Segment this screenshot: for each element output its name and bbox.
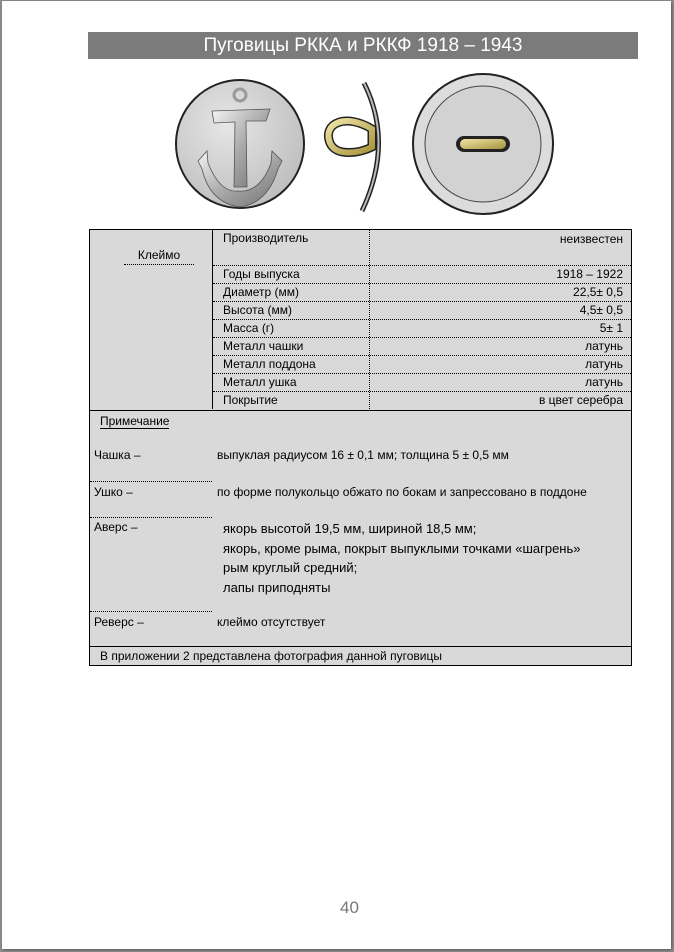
reverse-label: Реверс –: [94, 615, 144, 629]
notes-header: Примечание: [100, 414, 170, 428]
obverse-line: якорь высотой 19,5 мм, шириной 18,5 мм;: [223, 521, 477, 536]
footer-note: В приложении 2 представлена фотография данной пуговицы: [100, 649, 442, 663]
cup-label: Чашка –: [94, 448, 141, 462]
spec-label: Металл чашки: [223, 339, 304, 353]
cup-text: выпуклая радиусом 16 ± 0,1 мм; толщина 5 ± 0,5 мм: [217, 448, 509, 462]
spec-label: Диаметр (мм): [223, 285, 300, 299]
specification-table: [89, 229, 632, 666]
spec-value: 22,5± 0,5: [573, 285, 623, 299]
button-side-profile: [328, 83, 378, 211]
spec-value: в цвет серебра: [538, 393, 623, 407]
spec-row-eye-metal: [213, 374, 631, 392]
spec-row-cup-metal: [213, 338, 631, 356]
button-illustration: [174, 73, 559, 217]
spec-label: Годы выпуска: [223, 267, 300, 281]
stamp-cell: [90, 230, 213, 409]
spec-label: Металл ушка: [223, 375, 297, 389]
spec-value: неизвестен: [559, 232, 623, 246]
spec-row-height: [213, 302, 631, 320]
spec-row-years: [213, 266, 631, 284]
spec-label: Высота (мм): [223, 303, 293, 317]
spec-value: 1918 – 1922: [556, 267, 623, 281]
page-title: Пуговицы РККА и РККФ 1918 – 1943: [88, 32, 638, 59]
spec-row-coating: [213, 392, 631, 409]
obverse-line: якорь, кроме рыма, покрыт выпуклыми точками «шагрень»: [223, 540, 581, 556]
obverse-line: рым круглый средний;: [223, 560, 358, 575]
spec-value: 5± 1: [599, 321, 623, 335]
spec-label: Производитель: [223, 231, 309, 245]
footer-note-row: [90, 646, 631, 665]
button-obverse: [176, 80, 304, 208]
spec-row-diameter: [213, 284, 631, 302]
spec-value: латунь: [585, 375, 623, 389]
eye-text: по форме полукольцо обжато по бокам и запрессовано в поддоне: [217, 485, 587, 499]
reverse-text: клеймо отсутствует: [217, 615, 326, 629]
spec-rows: [213, 230, 631, 410]
spec-value: латунь: [585, 339, 623, 353]
spec-label: Покрытие: [223, 393, 278, 407]
obverse-text: [223, 519, 581, 597]
spec-value: латунь: [585, 357, 623, 371]
divider: [90, 481, 212, 482]
divider: [90, 517, 212, 518]
spec-row-base-metal: [213, 356, 631, 374]
spec-row-mass: [213, 320, 631, 338]
spec-value: 4,5± 0,5: [579, 303, 623, 317]
document-page: [2, 1, 671, 949]
obverse-label: Аверс –: [94, 520, 138, 534]
eye-label: Ушко –: [94, 485, 133, 499]
spec-label: Металл поддона: [223, 357, 316, 371]
spec-row-manufacturer: [213, 230, 631, 266]
spec-label: Масса (г): [223, 321, 275, 335]
button-reverse: [413, 74, 553, 214]
obverse-line: лапы приподняты: [223, 579, 331, 595]
page-number: 40: [340, 898, 359, 917]
divider: [90, 611, 212, 612]
notes-section: [90, 410, 631, 647]
stamp-label: Клеймо: [124, 248, 194, 265]
